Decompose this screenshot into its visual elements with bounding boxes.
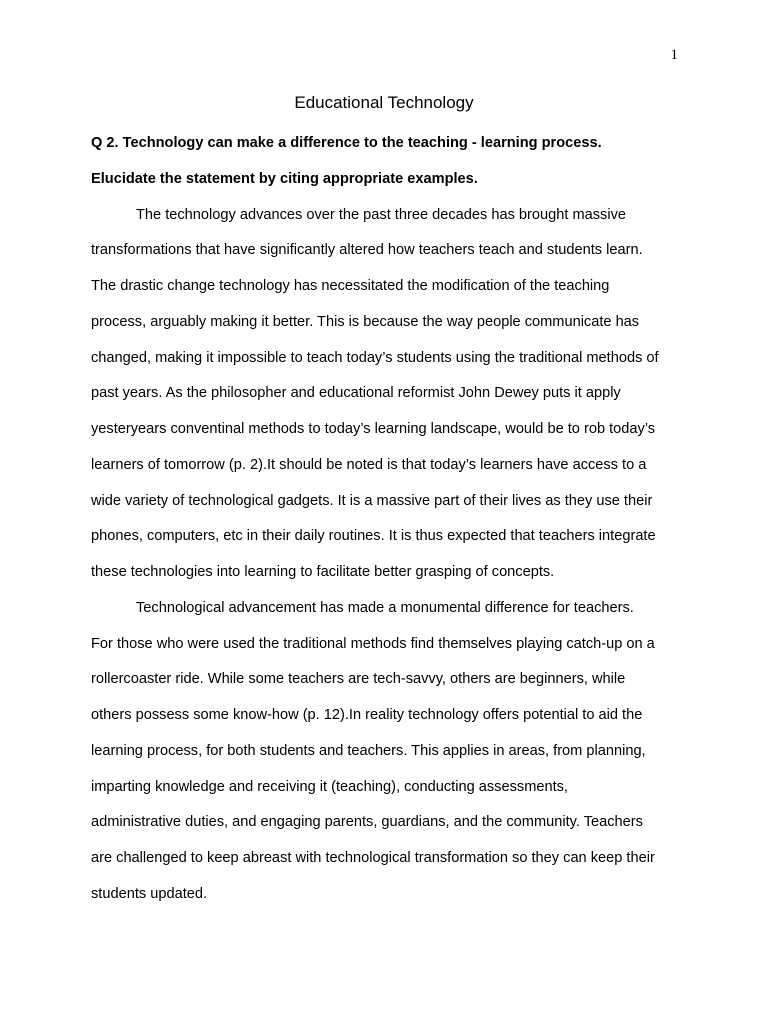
- paragraph-line: learners of tomorrow (p. 2).It should be noted is that today’s learners have access to a: [91, 456, 647, 473]
- paragraph-line: others possess some know-how (p. 12).In reality technology offers potential to aid the: [91, 707, 643, 724]
- paragraph-line: yesteryears conventinal methods to today’s learning landscape, would be to rob today’s: [91, 421, 656, 438]
- paragraph-line: phones, computers, etc in their daily routines. It is thus expected that teachers integrate: [91, 528, 656, 545]
- question-line: Q 2. Technology can make a difference to the teaching - learning process.: [91, 135, 602, 151]
- paragraph-line: The technology advances over the past three decades has brought massive: [136, 206, 627, 223]
- document-body: [91, 126, 681, 913]
- paragraph-line: wide variety of technological gadgets. It is a massive part of their lives as they use their: [91, 492, 653, 509]
- paragraph-line: these technologies into learning to facilitate better grasping of concepts.: [91, 564, 555, 581]
- paragraph-line: are challenged to keep abreast with technological transformation so they can keep their: [91, 850, 655, 867]
- paragraph-line: The drastic change technology has necessitated the modification of the teaching: [91, 278, 610, 295]
- paragraph-line: students updated.: [91, 885, 208, 902]
- paragraph-line: learning process, for both students and teachers. This applies in areas, from planning,: [91, 742, 646, 759]
- paragraph-2: [91, 591, 681, 913]
- paragraph-line: past years. As the philosopher and educational reformist John Dewey puts it apply: [91, 385, 621, 402]
- document-title: Educational Technology: [294, 93, 474, 112]
- paragraph-1: [91, 198, 681, 591]
- question-heading: [91, 126, 681, 198]
- paragraph-line: Technological advancement has made a monumental difference for teachers.: [136, 599, 634, 616]
- paragraph-line: rollercoaster ride. While some teachers are tech-savvy, others are beginners, while: [91, 671, 626, 688]
- question-line: Elucidate the statement by citing appropriate examples.: [91, 170, 478, 187]
- paragraph-line: process, arguably making it better. This is because the way people communicate has: [91, 313, 640, 330]
- page-number: 1: [670, 47, 678, 63]
- paragraph-line: changed, making it impossible to teach today’s students using the traditional methods of: [91, 349, 659, 366]
- paragraph-line: administrative duties, and engaging parents, guardians, and the community. Teachers: [91, 814, 643, 831]
- paragraph-line: transformations that have significantly altered how teachers teach and students learn.: [91, 242, 643, 259]
- paragraph-line: imparting knowledge and receiving it (teaching), conducting assessments,: [91, 778, 568, 795]
- paragraph-line: For those who were used the traditional methods find themselves playing catch-up on a: [91, 635, 655, 652]
